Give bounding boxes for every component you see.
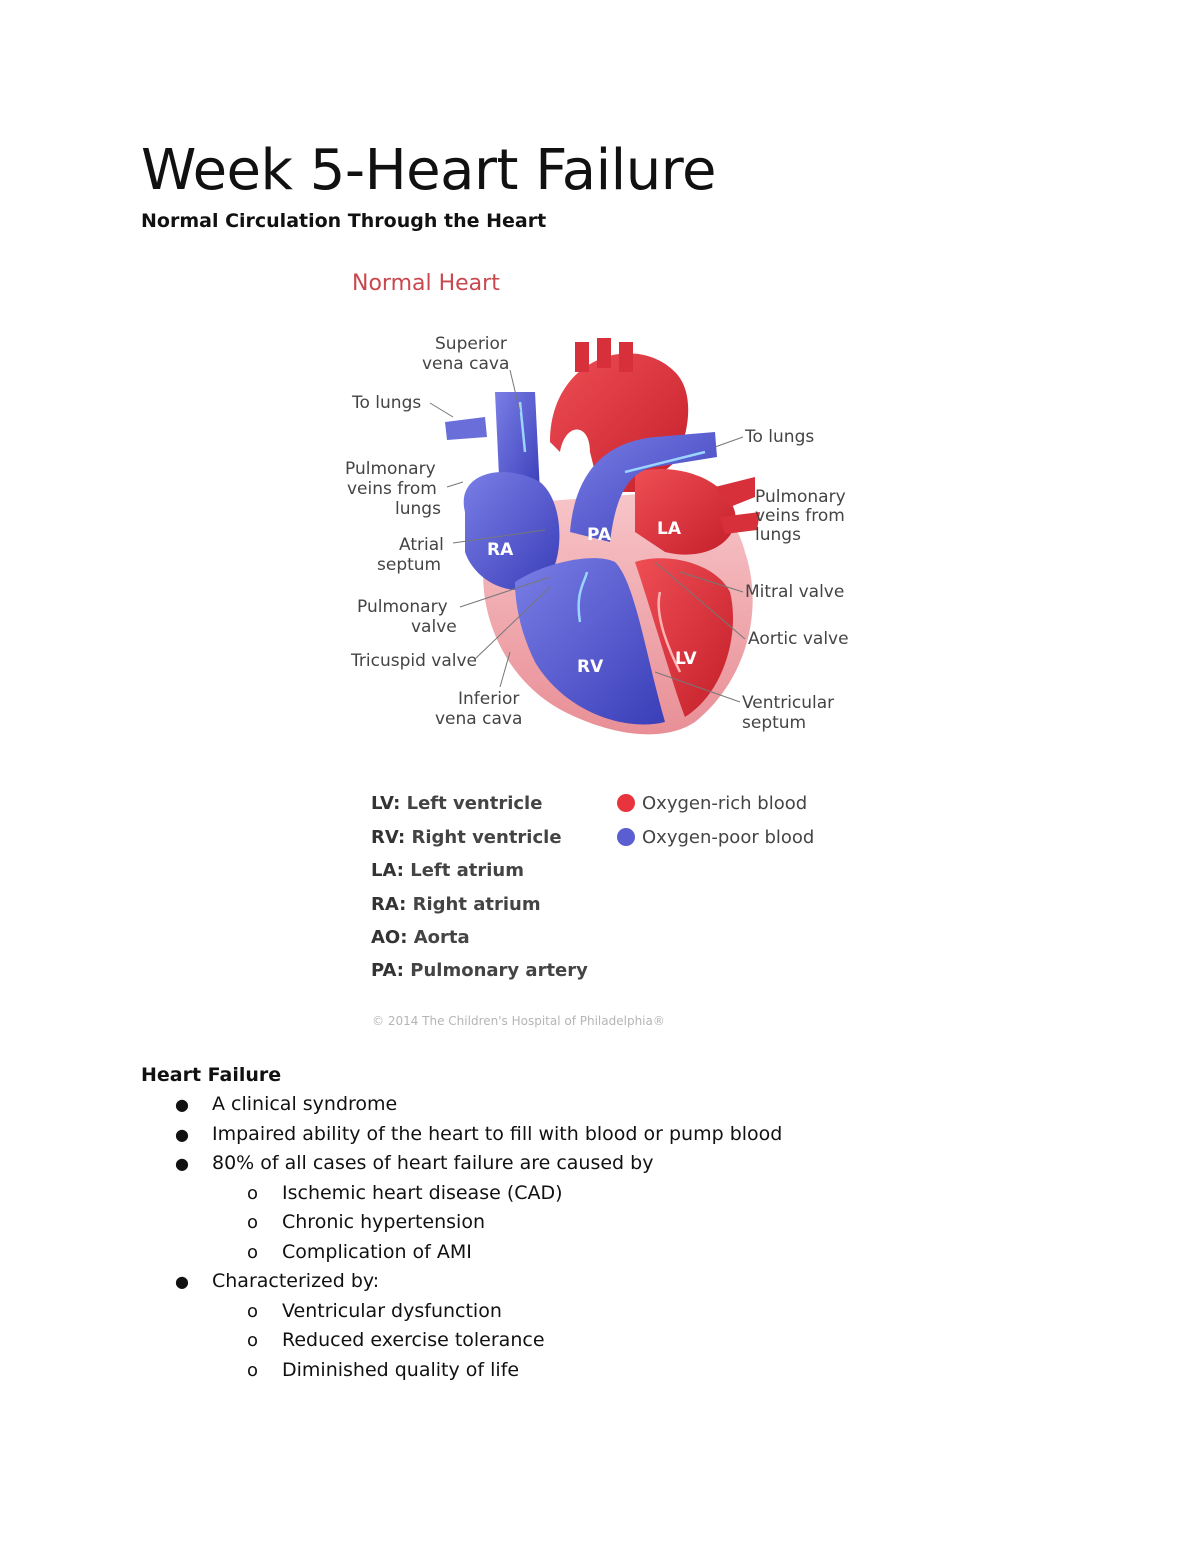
bullet: ● xyxy=(175,1154,189,1173)
sub-bullet: o xyxy=(247,1212,259,1233)
list-item-text: Characterized by: xyxy=(212,1270,380,1292)
list-item-text: Reduced exercise tolerance xyxy=(282,1329,545,1351)
sub-list-item xyxy=(141,1297,1141,1327)
list-item xyxy=(141,1090,1141,1120)
label-pulm-veins-left-3: lungs xyxy=(395,499,441,519)
svg-text:LA: Left atrium xyxy=(371,860,524,881)
sub-list-item xyxy=(141,1356,1141,1386)
sub-list-item xyxy=(141,1179,1141,1209)
legend-dot-oxygen-poor xyxy=(617,828,635,846)
sub-bullet: o xyxy=(247,1182,259,1204)
key-text: Right atrium xyxy=(412,894,541,915)
key-abbr: AO: xyxy=(371,927,408,948)
abbreviation-key xyxy=(371,793,588,981)
svg-text:AO: Aorta xyxy=(371,927,470,948)
svg-text:LV: Left ventricle xyxy=(371,793,542,814)
label-to-lungs-left: To lungs xyxy=(352,393,422,413)
key-text: Aorta xyxy=(413,927,470,948)
label-to-lungs-right: To lungs xyxy=(745,427,815,447)
label-pulm-veins-right-1: Pulmonary xyxy=(755,487,846,507)
key-text: Right ventricle xyxy=(411,827,562,848)
bullet: ● xyxy=(175,1095,189,1114)
heart-diagram xyxy=(335,262,875,1042)
aorta-branch xyxy=(575,342,589,372)
label-ventricular-septum-1: Ventricular xyxy=(742,693,835,713)
label-pulm-veins-right-3: lungs xyxy=(755,525,801,545)
list-item xyxy=(141,1120,1141,1150)
sub-bullet: o xyxy=(247,1241,259,1263)
bullet: ● xyxy=(175,1272,189,1291)
list-item-text: A clinical syndrome xyxy=(212,1093,398,1115)
list-item xyxy=(141,1267,1141,1297)
key-abbr: RV: xyxy=(371,827,406,848)
legend-oxygen-poor: Oxygen-poor blood xyxy=(642,827,815,848)
key-text: Left ventricle xyxy=(406,793,543,814)
heart-failure-list xyxy=(141,1090,1141,1385)
label-tricuspid-valve: Tricuspid valve xyxy=(351,651,478,671)
sub-bullet: o xyxy=(247,1330,259,1351)
list-item-text: Ventricular dysfunction xyxy=(282,1299,502,1322)
label-pulmonary-valve-2: valve xyxy=(411,617,457,637)
figure-heading: Normal Heart xyxy=(352,271,500,296)
svg-text:RV: Right ventricle xyxy=(371,827,562,848)
sub-list-item xyxy=(141,1208,1141,1238)
heart-failure-heading: Heart Failure xyxy=(141,1064,282,1086)
label-pulm-veins-left-2: veins from xyxy=(347,479,437,499)
list-item xyxy=(141,1149,1141,1179)
left-atrium xyxy=(635,469,735,555)
key-text: Left atrium xyxy=(410,860,524,881)
list-item-text: 80% of all cases of heart failure are caused by xyxy=(212,1152,654,1174)
pulmonary-vein-left xyxy=(445,417,487,440)
sub-bullet: o xyxy=(247,1359,259,1381)
label-inferior-vena-cava-2: vena cava xyxy=(435,709,523,729)
label-atrial-septum-1: Atrial xyxy=(399,535,444,555)
list-item-text: Chronic hypertension xyxy=(282,1211,486,1233)
key-abbr: LV: xyxy=(371,793,401,814)
aorta-branch xyxy=(597,338,611,368)
label-pulmonary-valve-1: Pulmonary xyxy=(357,597,448,617)
legend-dot-oxygen-rich xyxy=(617,794,635,812)
chamber-label-ra: RA xyxy=(487,540,514,560)
section-subtitle: Normal Circulation Through the Heart xyxy=(141,210,547,232)
label-pulm-veins-left-1: Pulmonary xyxy=(345,459,436,479)
label-inferior-vena-cava-1: Inferior xyxy=(458,689,520,709)
legend-oxygen-rich: Oxygen-rich blood xyxy=(642,793,808,814)
svg-text:RA: Right atrium xyxy=(371,894,541,915)
svg-text:PA: Pulmonary artery xyxy=(371,960,588,981)
label-pulm-veins-right-2: veins from xyxy=(755,506,845,526)
sub-bullet: o xyxy=(247,1300,259,1322)
label-mitral-valve: Mitral valve xyxy=(745,582,845,602)
label-superior-vena-cava-1: Superior xyxy=(435,334,507,354)
key-text: Pulmonary artery xyxy=(410,960,588,981)
chamber-label-la: LA xyxy=(657,519,681,539)
bullet: ● xyxy=(175,1124,189,1144)
chamber-label-ao: AO xyxy=(553,461,581,481)
list-item-text: Diminished quality of life xyxy=(282,1358,520,1381)
list-item-text: Complication of AMI xyxy=(282,1240,472,1263)
chamber-label-rv: RV xyxy=(577,657,604,677)
chamber-label-pa: PA xyxy=(587,525,612,545)
blood-legend xyxy=(617,793,814,848)
page-title: Week 5-Heart Failure xyxy=(141,138,716,203)
label-atrial-septum-2: septum xyxy=(377,555,442,575)
chamber-label-lv: LV xyxy=(675,649,697,669)
aorta-branch xyxy=(619,342,633,372)
sub-list-item xyxy=(141,1238,1141,1268)
list-item-text: Ischemic heart disease (CAD) xyxy=(282,1181,563,1204)
label-aortic-valve: Aortic valve xyxy=(748,629,849,649)
label-ventricular-septum-2: septum xyxy=(742,713,807,733)
key-abbr: LA: xyxy=(371,860,404,881)
list-item-text: Impaired ability of the heart to fill with blood or pump blood xyxy=(212,1122,783,1145)
key-abbr: PA: xyxy=(371,960,405,981)
key-abbr: RA: xyxy=(371,894,407,915)
sub-list-item xyxy=(141,1326,1141,1356)
figure-copyright: © 2014 The Children's Hospital of Philadelphia® xyxy=(372,1014,665,1028)
label-superior-vena-cava-2: vena cava xyxy=(422,354,510,374)
